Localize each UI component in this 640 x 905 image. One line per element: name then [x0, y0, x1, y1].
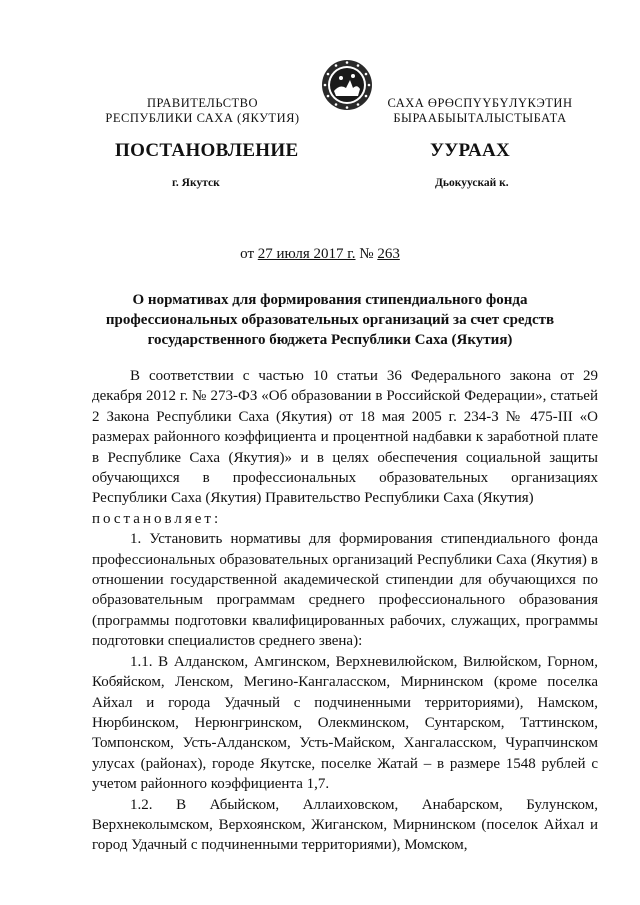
government-sakha-line-1: САХА ӨРӨСПҮҮБҮЛҮКЭТИН: [387, 96, 573, 110]
decree-title-ru: ПОСТАНОВЛЕНИЕ: [115, 140, 299, 161]
document-body: [92, 366, 598, 856]
city-ru: г. Якутск: [172, 177, 220, 189]
government-line-1: ПРАВИТЕЛЬСТВО: [146, 96, 259, 110]
item-1-2-paragraph: 1.2. В Абыйском, Аллаиховском, Анабарском, Булунском, Верхнеколымском, Верхоянском, Жиганском, Мирнинском (поселок Айхал и город Удачный с подчиненными территориями), Момском,: [92, 796, 598, 854]
government-line-2: РЕСПУБЛИКИ САХА (ЯКУТИЯ): [105, 111, 300, 125]
intro-paragraph: В соответствии с частью 10 статьи 36 Федерального закона от 29 декабря 2012 г. № 273-ФЗ «Об образовании в Российской Федерации», статьей 2 Закона Республики Саха (Якутия) от 18 мая 2005 г. 234-З № 475-III «О размерах районного коэффициента и процентной надбавки к заработной плате в Республике Саха (Якутия)» и в целях обеспечения социальной защиты обучающихся в профессиональных образовательных организациях Республики Саха (Якутия) Правительство Республики Саха (Якутия): [92, 368, 598, 507]
decree-title-sakha: УУРААХ: [430, 140, 511, 161]
decree-number: 263: [377, 246, 400, 262]
document-title-line-2: профессиональных образовательных организаций за счет средств: [105, 312, 555, 328]
decree-date-line: [0, 246, 640, 263]
decree-date: 27 июля 2017 г.: [257, 246, 356, 262]
city-sakha: Дьокуускай к.: [435, 177, 509, 189]
document-title: [80, 290, 580, 350]
document-title-line-1: О нормативах для формирования стипендиального фонда: [132, 292, 528, 308]
document-title-line-3: государственного бюджета Республики Саха (Якутия): [147, 332, 513, 348]
item-1-1-paragraph: 1.1. В Алданском, Амгинском, Верхневилюйском, Вилюйском, Горном, Кобяйском, Ленском, Мегино-Кангаласском, Мирнинском (кроме поселка Айхал и города Удачный с подчиненными территориями), Намском, Нюрбинском, Нерюнгринском, Олекминском, Сунтарском, Таттинском, Томпонском, Усть-Алданском, Усть-Майском, Хангаласском, Чурапчинском улусах (районах), городе Якутске, поселке Жатай – в размере 1548 рублей с учетом районного коэффициента 1,7.: [92, 653, 598, 793]
date-prefix: от: [240, 246, 255, 262]
item-1-paragraph: 1. Установить нормативы для формирования стипендиального фонда профессиональных образовательных организаций Республики Саха (Якутия) в отношении государственной академической стипендии для обучающихся по образовательным программам среднего профессионального образования (программы подготовки квалифицированных рабочих, служащих, программы подготовки специалистов среднего звена):: [92, 531, 598, 650]
government-sakha-line-2: БЫРААБЫЫТАЛЫСТЫБАТА: [393, 111, 567, 125]
decree-word: постановляет:: [92, 510, 222, 527]
government-name-ru: [95, 96, 310, 126]
government-name-sakha: [360, 96, 600, 126]
number-sign: №: [359, 246, 374, 262]
